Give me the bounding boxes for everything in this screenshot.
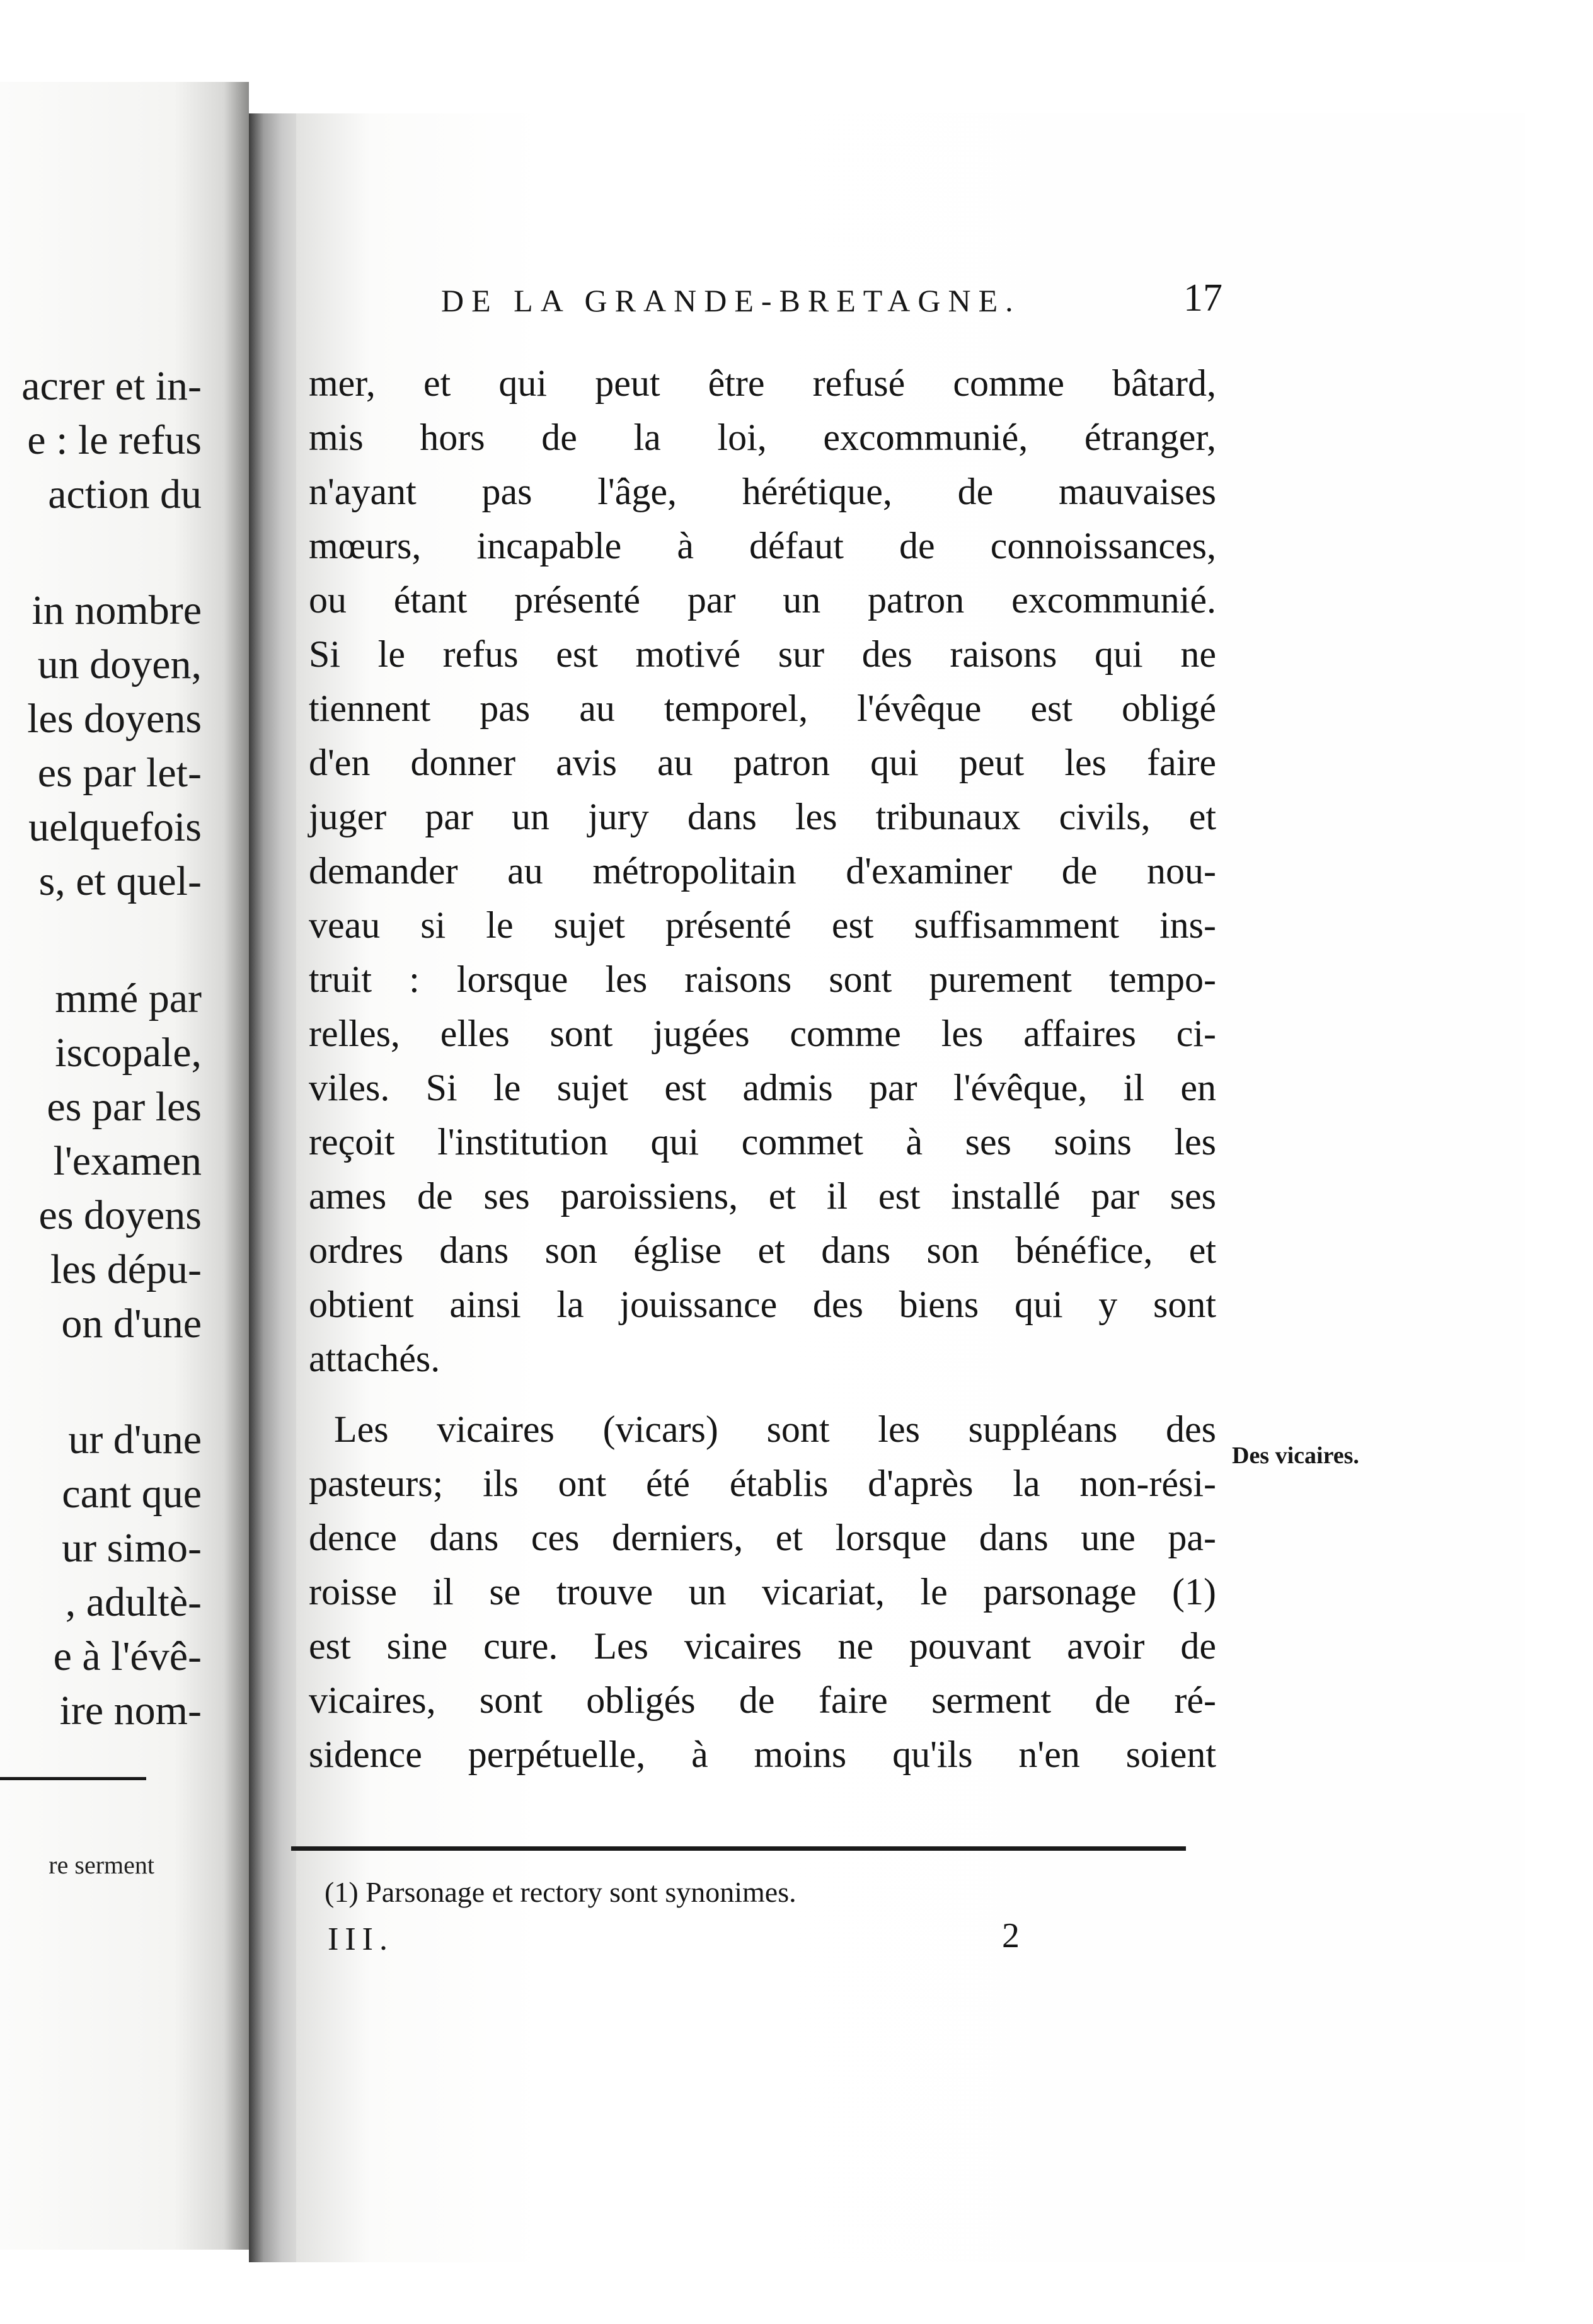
body-line: veau si le sujet présenté est suffisamment ins- (309, 904, 1216, 946)
left-page-line: cant que (62, 1471, 202, 1517)
body-line: mis hors de la loi, excommunié, étranger, (309, 417, 1216, 458)
body-line: obtient ainsi la jouissance des biens qui y sont (309, 1284, 1216, 1325)
body-line: mœurs, incapable à défaut de connoissances, (309, 525, 1216, 567)
body-line: vicaires, sont obligés de faire serment de ré- (309, 1679, 1216, 1721)
running-head: DE LA GRANDE-BRETAGNE. (441, 283, 1021, 318)
body-line: tiennent pas au temporel, l'évêque est obligé (309, 687, 1216, 729)
left-page-line: , adultè- (65, 1579, 202, 1625)
left-page-line: l'examen (53, 1138, 202, 1184)
body-line: dence dans ces derniers, et lorsque dans une pa- (309, 1517, 1216, 1558)
left-page-line: action du (48, 471, 202, 517)
body-line: Les vicaires (vicars) sont les suppléans des (334, 1408, 1216, 1450)
left-page-line: mmé par (55, 975, 202, 1021)
left-page-line: es par les (47, 1084, 202, 1130)
body-line: mer, et qui peut être refusé comme bâtard, (309, 362, 1216, 404)
left-footnote-fragment: re serment (49, 1851, 154, 1879)
body-line: n'ayant pas l'âge, hérétique, de mauvaises (309, 471, 1216, 512)
page-number: 17 (1183, 277, 1222, 319)
left-page-line: ire nom- (59, 1688, 202, 1734)
body-line: sidence perpétuelle, à moins qu'ils n'en soient (309, 1734, 1216, 1775)
page-header (441, 277, 1222, 333)
left-page-line: un doyen, (37, 641, 202, 687)
left-page-line: ur d'une (68, 1417, 202, 1463)
footnote-rule (291, 1846, 1186, 1851)
body-line: ou étant présenté par un patron excommunié. (309, 579, 1216, 621)
left-footnote-rule (0, 1777, 146, 1780)
body-line: ames de ses paroissiens, et il est installé par ses (309, 1175, 1216, 1217)
volume-signature: III. (328, 1921, 394, 1957)
body-line: d'en donner avis au patron qui peut les faire (309, 742, 1216, 783)
left-page-line: les dépu- (50, 1246, 202, 1292)
body-line: est sine cure. Les vicaires ne pouvant avoir de (309, 1625, 1216, 1667)
body-line: demander au métropolitain d'examiner de nou- (309, 850, 1216, 892)
left-page-line: e à l'évê- (53, 1633, 202, 1679)
left-page-line: ur simo- (62, 1525, 202, 1571)
margin-note: Des vicaires. (1232, 1442, 1359, 1469)
left-page-line: on d'une (61, 1301, 202, 1347)
left-page-line: uelquefois (28, 804, 202, 850)
body-line: roisse il se trouve un vicariat, le parsonage (1) (309, 1571, 1216, 1613)
left-page-line: les doyens (27, 696, 202, 742)
left-page-line: s, et quel- (38, 858, 202, 904)
body-line: relles, elles sont jugées comme les affaires ci- (309, 1013, 1216, 1054)
body-line: truit : lorsque les raisons sont purement tempo- (309, 958, 1216, 1000)
body-line: pasteurs; ils ont été établis d'après la non-rési- (309, 1463, 1216, 1504)
left-page-line: es doyens (38, 1192, 202, 1238)
body-line: Si le refus est motivé sur des raisons qui ne (309, 633, 1216, 675)
left-page-line: in nombre (32, 587, 202, 633)
left-page-line: acrer et in- (21, 363, 202, 409)
gathering-signature: 2 (1002, 1916, 1020, 1955)
left-page-line: e : le refus (27, 417, 202, 463)
body-line: juger par un jury dans les tribunaux civils, et (309, 796, 1216, 837)
left-page-fragment (0, 82, 249, 2250)
body-line: reçoit l'institution qui commet à ses soins les (309, 1121, 1216, 1163)
left-page-line: iscopale, (55, 1030, 202, 1076)
body-line: attachés. (309, 1338, 440, 1379)
body-line: ordres dans son église et dans son bénéfice, et (309, 1229, 1216, 1271)
body-line: viles. Si le sujet est admis par l'évêque, il en (309, 1067, 1216, 1108)
left-page-line: es par let- (37, 750, 202, 796)
footnote: (1) Parsonage et rectory sont synonimes. (325, 1876, 796, 1908)
